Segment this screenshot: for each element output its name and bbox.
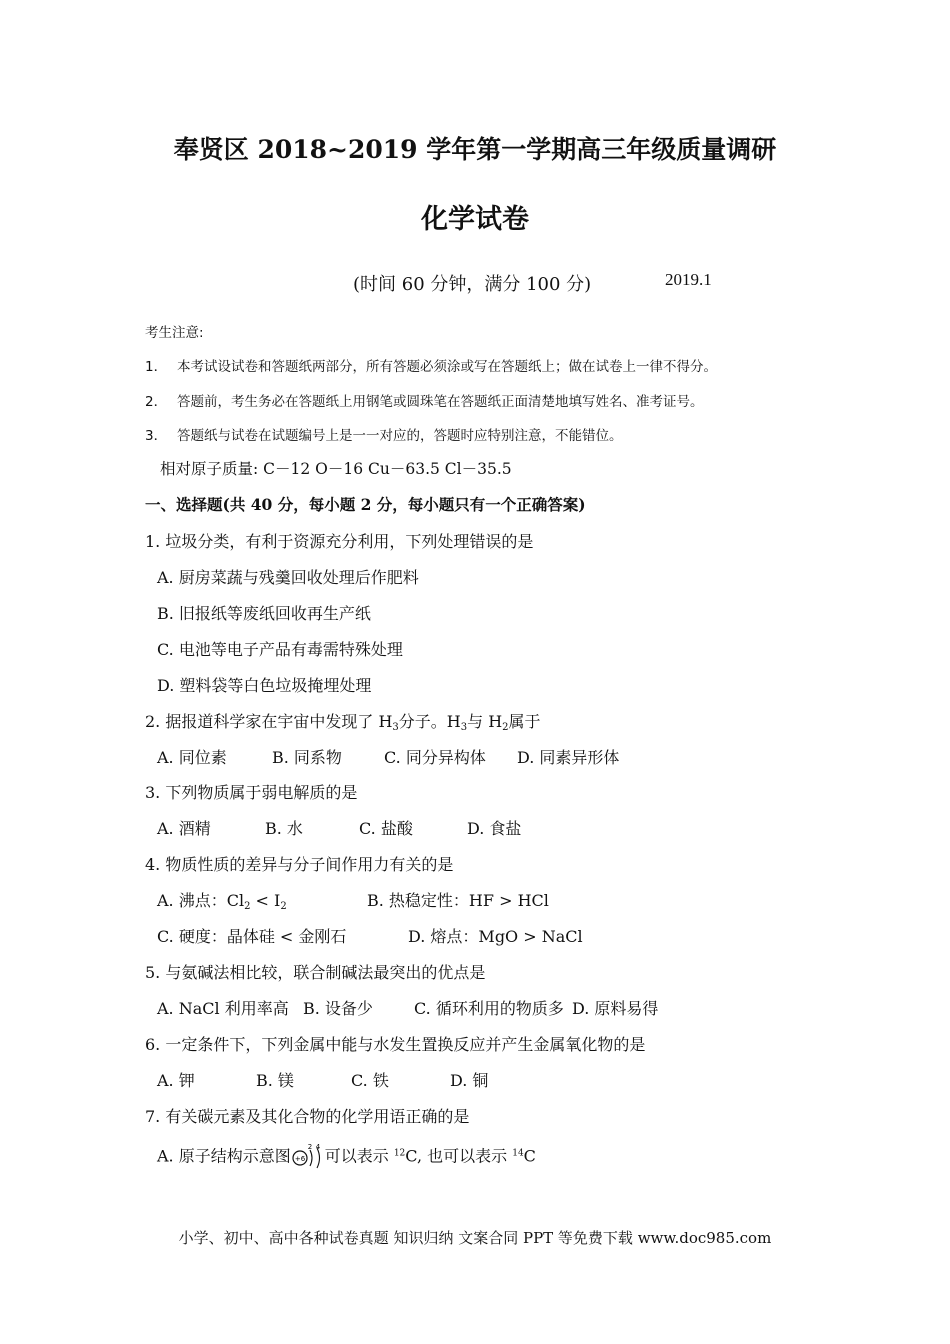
note-text: 本考试设试卷和答题纸两部分，所有答题必须涂或写在答题纸上；做在试卷上一律不得分。	[177, 359, 717, 375]
q4-a-part: A. 沸点：Cl	[157, 891, 245, 910]
q2-stem-part: 与 H	[467, 712, 503, 731]
note-item	[145, 390, 704, 410]
q7-option-a	[157, 1142, 536, 1172]
question-1-stem: 1. 垃圾分类，有利于资源充分利用，下列处理错误的是	[145, 532, 534, 551]
note-number: 2．	[145, 394, 168, 410]
q2-option-d: D. 同素异形体	[517, 748, 620, 767]
q2-subscript: 3	[460, 722, 468, 733]
shell-1-count: 2	[307, 1143, 312, 1151]
q3-option-a: A. 酒精	[157, 819, 211, 838]
q1-option-d: D. 塑料袋等白色垃圾掩埋处理	[157, 676, 372, 695]
q4-option-c: C. 硬度：晶体硅 < 金刚石	[157, 927, 347, 946]
q7-a-part: A. 原子结构示意图	[157, 1146, 291, 1166]
note-text: 答题纸与试卷在试题编号上是一一对应的，答题时应特别注意，不能错位。	[177, 428, 623, 444]
atom-structure-icon	[291, 1142, 325, 1172]
q2-stem-part: 属于	[508, 712, 541, 731]
atomic-mass-line: 相对原子质量: C－12 O－16 Cu－63.5 Cl－35.5	[160, 460, 512, 478]
question-6-stem: 6. 一定条件下，下列金属中能与水发生置换反应并产生金属氧化物的是	[145, 1035, 646, 1054]
q5-option-b: B. 设备少	[303, 999, 373, 1018]
section-heading: 一、选择题(共 40 分，每小题 2 分，每小题只有一个正确答案)	[145, 495, 586, 514]
exam-subtitle: 化学试卷	[421, 204, 529, 235]
note-number: 1．	[145, 359, 168, 375]
q3-option-b: B. 水	[265, 819, 303, 838]
q7-a-part: C, 也可以表示	[405, 1146, 513, 1166]
footer-text: 小学、初中、高中各种试卷真题 知识归纳 文案合同 PPT 等免费下载 www.doc985.com	[178, 1229, 772, 1247]
q4-option-d: D. 熔点：MgO > NaCl	[408, 927, 583, 946]
q6-option-c: C. 铁	[351, 1071, 389, 1090]
q4-subscript: 2	[280, 901, 287, 912]
q2-stem-part: 2. 据报道科学家在宇宙中发现了 H	[145, 712, 393, 731]
note-item	[145, 424, 623, 444]
question-7-stem: 7. 有关碳元素及其化合物的化学用语正确的是	[145, 1107, 470, 1126]
q3-option-c: C. 盐酸	[359, 819, 413, 838]
nucleus-charge: +6	[294, 1155, 305, 1163]
q4-a-part: < I	[250, 891, 281, 910]
q2-option-a: A. 同位素	[157, 748, 227, 767]
q1-option-a: A. 厨房菜蔬与残羹回收处理后作肥料	[157, 568, 419, 587]
time-info: (时间 60 分钟，满分 100 分)	[353, 274, 592, 295]
q2-option-c: C. 同分异构体	[384, 748, 486, 767]
q4-subscript: 2	[244, 901, 251, 912]
question-5-stem: 5. 与氨碱法相比较，联合制碱法最突出的优点是	[145, 963, 486, 982]
q1-option-b: B. 旧报纸等废纸回收再生产纸	[157, 604, 371, 623]
q6-option-d: D. 铜	[450, 1071, 489, 1090]
q5-option-d: D. 原料易得	[572, 999, 659, 1018]
note-number: 3．	[145, 428, 168, 444]
q2-subscript: 2	[502, 722, 509, 733]
exam-date: 2019.1	[665, 270, 712, 289]
q4-option-a	[157, 888, 287, 912]
q7-a-part: 可以表示	[324, 1146, 394, 1166]
q7-a-part: C	[523, 1146, 536, 1166]
q2-option-b: B. 同系物	[272, 748, 342, 767]
q6-option-b: B. 镁	[256, 1071, 294, 1090]
q5-option-c: C. 循环利用的物质多	[414, 999, 564, 1018]
q2-stem-part: 分子。H	[398, 712, 461, 731]
q3-option-d: D. 食盐	[467, 819, 522, 838]
q6-option-a: A. 钾	[157, 1071, 195, 1090]
question-2-stem	[145, 709, 541, 733]
question-4-stem: 4. 物质性质的差异与分子间作用力有关的是	[145, 855, 454, 874]
note-text: 答题前，考生务必在答题纸上用钢笔或圆珠笔在答题纸正面清楚地填写姓名、准考证号。	[177, 394, 704, 410]
note-item	[145, 355, 717, 375]
notes-title: 考生注意:	[145, 325, 204, 341]
q5-option-a: A. NaCl 利用率高	[157, 999, 289, 1018]
shell-2-count: 4	[315, 1143, 320, 1151]
question-3-stem: 3. 下列物质属于弱电解质的是	[145, 783, 358, 802]
q1-option-c: C. 电池等电子产品有毒需特殊处理	[157, 640, 403, 659]
q7-mass-number: 12	[393, 1148, 406, 1159]
q2-subscript: 3	[392, 722, 399, 733]
q4-option-b: B. 热稳定性：HF > HCl	[367, 891, 549, 910]
q7-mass-number: 14	[512, 1148, 524, 1159]
exam-title: 奉贤区 2018~2019 学年第一学期高三年级质量调研	[173, 135, 777, 164]
